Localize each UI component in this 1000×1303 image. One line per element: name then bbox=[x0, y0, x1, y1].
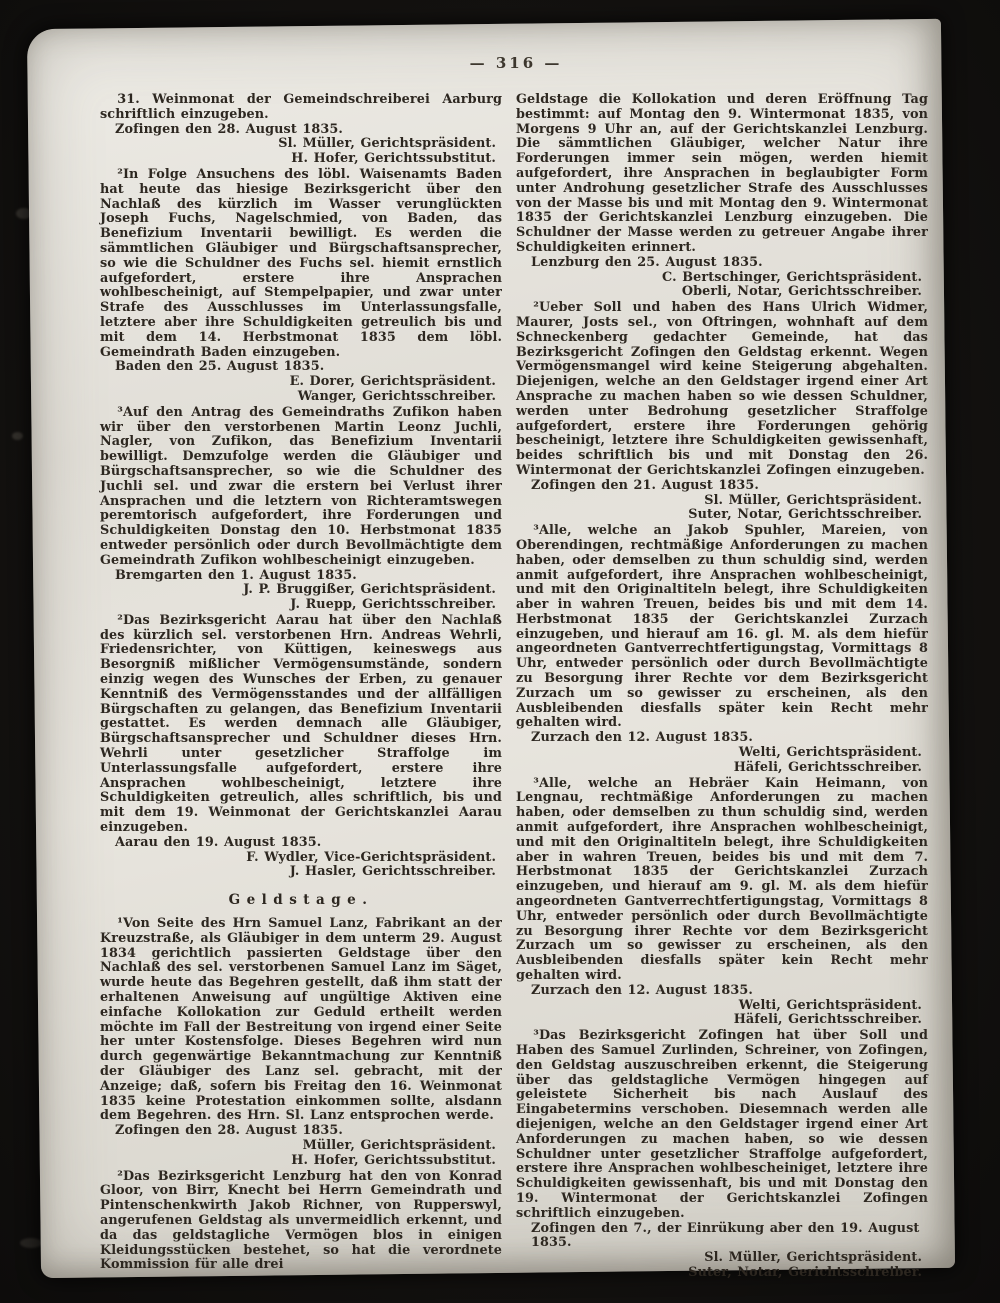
left-column bbox=[100, 92, 502, 1282]
dateline: Zofingen den 28. August 1835. bbox=[115, 1123, 343, 1139]
dateline: Lenzburg den 25. August 1835. bbox=[531, 254, 763, 270]
notice-paragraph: ³Alle, welche an Jakob Spuhler, Mareien, von Oberendingen, rechtmäßige Anforderungen zu machen haben, oder demselben zu thun schuldig sind, werden anmit aufgefordert, ihre Ansprachen wohlbescheinigt, und mit den Originaltiteln belegt, ihre Schuldigkeiten aber in wahren Treuen, beides bis und mit dem 14. Herbstmonat 1835 der Gerichtskanzlei Zurzach einzugeben, und hierauf am 16. gl. M. als dem hiefür angeordneten Gantverrechtfertigungstag, Vormittags 8 Uhr, entweder persönlich oder durch Bevollmächtigte zu Besorgung ihrer Rechte vor dem Bezirksgericht Zurzach um so gewisser zu erscheinen, als den Ausbleibenden diesfalls später kein Recht mehr gehalten wird. bbox=[516, 523, 928, 731]
signature-line: Welti, Gerichtspräsident. bbox=[738, 997, 922, 1013]
signature-block bbox=[516, 271, 928, 301]
signature-line: Wanger, Gerichtsschreiber. bbox=[297, 388, 496, 404]
signature-block bbox=[100, 583, 502, 613]
section-heading: Geldstage. bbox=[228, 892, 374, 909]
dateline: Zurzach den 12. August 1835. bbox=[531, 982, 753, 998]
signature-block bbox=[516, 1251, 928, 1281]
dateline: Baden den 25. August 1835. bbox=[115, 359, 325, 375]
signature-line: Suter, Notar, Gerichtsschreiber. bbox=[688, 507, 922, 523]
page-number: — 316 — bbox=[469, 54, 563, 72]
signature-line: Welti, Gerichtspräsident. bbox=[738, 745, 922, 761]
text-columns bbox=[100, 92, 932, 1282]
signature-line: F. Wydler, Vice-Gerichtspräsident. bbox=[246, 849, 496, 865]
scan-artifact bbox=[12, 432, 23, 440]
signature-block bbox=[100, 851, 502, 881]
signature-block bbox=[100, 1139, 502, 1169]
scan-artifact bbox=[20, 1238, 42, 1248]
signature-block bbox=[516, 746, 928, 776]
page-content bbox=[100, 54, 932, 1282]
notice-paragraph: ²Ueber Soll und haben des Hans Ulrich Widmer, Maurer, Josts sel., von Oftringen, wohnhaft auf dem Schneckenberg gedachter Gemeinde, hat das Bezirksgericht Zofingen den Geldstag erkennt. Wegen Vermögensmangel wird keine Steigerung abgehalten. Diejenigen, welche an den Geldstager irgend einer Art Ansprache zu machen haben so wie dessen Schuldner, werden unter Bedrohung gesetzlicher Straffolge aufgefordert, erstere ihre Forderungen gehörig bescheinigt, letztere ihre Schuldigkeiten gewissenhaft, beides schriftlich bis und mit Donstag den 26. Wintermonat der Gerichtskanzlei Zofingen einzugeben. bbox=[516, 300, 928, 478]
signature-block bbox=[516, 494, 928, 524]
notice-paragraph: ³Alle, welche an Hebräer Kain Heimann, von Lengnau, rechtmäßige Anforderungen zu machen haben, oder demselben zu thun schuldig sind, werden anmit aufgefordert, ihre Ansprachen wohlbescheinigt, und mit den Originaltiteln belegt, ihre Schuldigkeiten aber in wahren Treuen, beides bis und mit dem 7. Herbstmonat 1835 der Gerichtskanzlei Zurzach einzugeben, und hierauf am 9. gl. M. als dem hiefür angeordneten Gantverrechtfertigungstag, Vormittags 8 Uhr, entweder persönlich oder durch Bevollmächtigte zu Besorgung ihrer Rechte vor dem Bezirksgericht Zurzach um so gewisser zu erscheinen, als den Ausbleibenden diesfalls später kein Recht mehr gehalten wird. bbox=[516, 775, 928, 984]
dateline: Zofingen den 21. August 1835. bbox=[531, 477, 759, 493]
notice-paragraph: Geldstage die Kollokation und deren Eröffnung Tag bestimmt: auf Montag den 9. Wintermonat 1835, von Morgens 9 Uhr an, auf der Gerichtskanzlei Lenzburg. Die sämmtlichen Gläubiger, welcher Natur ihre Forderungen immer sein mögen, werden hiemit aufgefordert, ihre Ansprachen in beglaubigter Form unter Androhung gesetzlicher Strafe des Ausschlusses von der Masse bis und mit Montag den 9. Wintermonat 1835 der Gerichtskanzlei Lenzburg einzugeben. Die Schuldner der Masse werden zu getreuer Angabe ihrer Schuldigkeiten erinnert. bbox=[516, 92, 928, 255]
signature-block bbox=[516, 999, 928, 1029]
notice-paragraph: 31. Weinmonat der Gemeindschreiberei Aarburg schriftlich einzugeben. bbox=[100, 92, 502, 122]
signature-block bbox=[100, 375, 502, 405]
signature-line: J. Ruepp, Gerichtsschreiber. bbox=[290, 597, 496, 613]
signature-line: C. Bertschinger, Gerichtspräsident. bbox=[662, 269, 922, 285]
signature-line: Suter, Notar, Gerichtsschreiber. bbox=[688, 1264, 922, 1280]
right-column bbox=[516, 92, 928, 1282]
dateline: Aarau den 19. August 1835. bbox=[115, 834, 322, 850]
notice-paragraph: ³Auf den Antrag des Gemeindraths Zufikon haben wir über den verstorbenen Martin Leonz Juchli, Nagler, von Zufikon, das Benefizium Inventarii bewilligt. Demzufolge werden die Gläubiger und Bürgschaftsansprecher, so wie die Schuldner des Juchli sel. und zwar die erstern bei Verlust ihrer Ansprachen und die letztern von Richteramtswegen peremtorisch aufgefordert, ihre Forderungen und Schuldigkeiten Donstag den 10. Herbstmonat 1835 entweder persönlich oder durch Bevollmächtigte dem Gemeindrath Zufikon wohlbescheinigt einzugeben. bbox=[100, 404, 502, 568]
notice-paragraph: ³Das Bezirksgericht Zofingen hat über Soll und Haben des Samuel Zurlinden, Schreiner, von Zofingen, den Geldstag auszuschreiben erkennt, die Steigerung über das geldstagliche Vermögen hingegen auf geleistete Sicherheit bis nach Auslauf des Eingabetermins verschoben. Diesemnach werden alle diejenigen, welche an den Geldstager irgend einer Art Anforderungen zu machen haben, so wie dessen Schuldner unter gesetzlicher Straffolge aufgefordert, erstere ihre Ansprachen wohlbescheiniget, letztere ihre Schuldigkeiten gewissenhaft, bis und mit Donstag den 19. Wintermonat der Gerichtskanzlei Zofingen schriftlich einzugeben. bbox=[516, 1028, 928, 1221]
signature-line: H. Hofer, Gerichtssubstitut. bbox=[291, 151, 496, 167]
signature-line: E. Dorer, Gerichtspräsident. bbox=[289, 374, 496, 390]
notice-paragraph: ¹Von Seite des Hrn Samuel Lanz, Fabrikant an der Kreuzstraße, als Gläubiger in dem unterm 29. August 1834 gerichtlich passierten Geldstage über den Nachlaß des sel. verstorbenen Samuel Lanz im Säget, wurde heute das Begehren gestellt, daß ihm statt der erhaltenen Anweisung auf ungültige Aktiven eine einfache Kollokation zur Geduld ertheilt werden möchte im Fall der Bestreitung von irgend einer Seite her unter Kostensfolge. Dieses Begehren wird nun durch gegenwärtige Bekanntmachung zur Kenntniß der Gläubiger des Lanz sel. gebracht, mit der Anzeige; daß, sofern bis Freitag den 16. Weinmonat 1835 keine Protestation einkommen sollte, alsdann dem Begehren. des Hrn. Sl. Lanz entsprochen werde. bbox=[100, 916, 502, 1124]
signature-line: Oberli, Notar, Gerichtsschreiber. bbox=[681, 284, 922, 300]
notice-paragraph: ²In Folge Ansuchens des löbl. Waisenamts Baden hat heute das hiesige Bezirksgericht über den Nachlaß des kürzlich im Wasser verunglückten Joseph Fuchs, Nagelschmied, von Baden, das Benefizium Inventarii bewilligt. Es werden die sämmtlichen Gläubiger und Bürgschaftsansprecher, so wie die Schuldner des Fuchs sel. hiemit ernstlich aufgefordert, erstere ihre Ansprachen wohlbescheinigt, auf Stempelpapier, und zwar unter Strafe des Ausschlusses im Unterlassungsfalle, letztere aber ihre Schuldigkeiten getreulich bis und mit dem 14. Herbstmonat 1835 dem löbl. Gemeindrath Baden einzugeben. bbox=[100, 166, 502, 360]
signature-line: H. Hofer, Gerichtssubstitut. bbox=[291, 1152, 496, 1168]
signature-line: Häfeli, Gerichtsschreiber. bbox=[733, 759, 922, 775]
signature-line: Sl. Müller, Gerichtspräsident. bbox=[704, 1250, 922, 1266]
signature-line: Sl. Müller, Gerichtspräsident. bbox=[704, 492, 922, 508]
dateline: Zurzach den 12. August 1835. bbox=[531, 730, 753, 746]
notice-paragraph: ²Das Bezirksgericht Aarau hat über den Nachlaß des kürzlich sel. verstorbenen Hrn. Andreas Wehrli, Friedensrichter, von Küttigen, keineswegs aus Besorgniß mißlicher Vermögensumstände, sondern einzig wegen des Wunsches der Erben, zu genauer Kenntniß des Vermögensstandes und der allfälligen Bürgschaften zu gelangen, das Benefizium Inventarii gestattet. Es werden demnach alle Gläubiger, Bürgschaftsansprecher und Schuldner dieses Hrn. Wehrli unter gesetzlicher Straffolge im Unterlassungsfalle aufgefordert, erstere ihre Ansprachen wohlbescheinigt, letztere ihre Schuldigkeiten getreulich, alles schriftlich, bis und mit dem 19. Weinmonat der Gerichtskanzlei Aarau einzugeben. bbox=[100, 612, 502, 836]
dateline: Zofingen den 7., der Einrükung aber den 19. August 1835. bbox=[531, 1220, 920, 1251]
notice-paragraph: ²Das Bezirksgericht Lenzburg hat den von Konrad Gloor, von Birr, Knecht bei Herrn Gemeindrath und Pintenschenkwirth Jakob Richner, von Rupperswyl, angerufenen Geldstag als unvermeidlich erkennt, und da das geldstagliche Vermögen blos in einigen Kleidungsstücken bestehet, so hat die verordnete Kommission für alle drei bbox=[100, 1168, 502, 1273]
signature-line: Müller, Gerichtspräsident. bbox=[302, 1137, 496, 1153]
signature-block bbox=[100, 137, 502, 167]
dateline: Bremgarten den 1. August 1835. bbox=[115, 567, 357, 583]
dateline: Zofingen den 28. August 1835. bbox=[115, 121, 343, 137]
signature-line: J. P. Bruggißer, Gerichtspräsident. bbox=[243, 582, 496, 598]
signature-line: Häfeli, Gerichtsschreiber. bbox=[733, 1012, 922, 1028]
signature-line: J. Hasler, Gerichtsschreiber. bbox=[289, 864, 496, 880]
signature-line: Sl. Müller, Gerichtspräsident. bbox=[278, 136, 496, 152]
